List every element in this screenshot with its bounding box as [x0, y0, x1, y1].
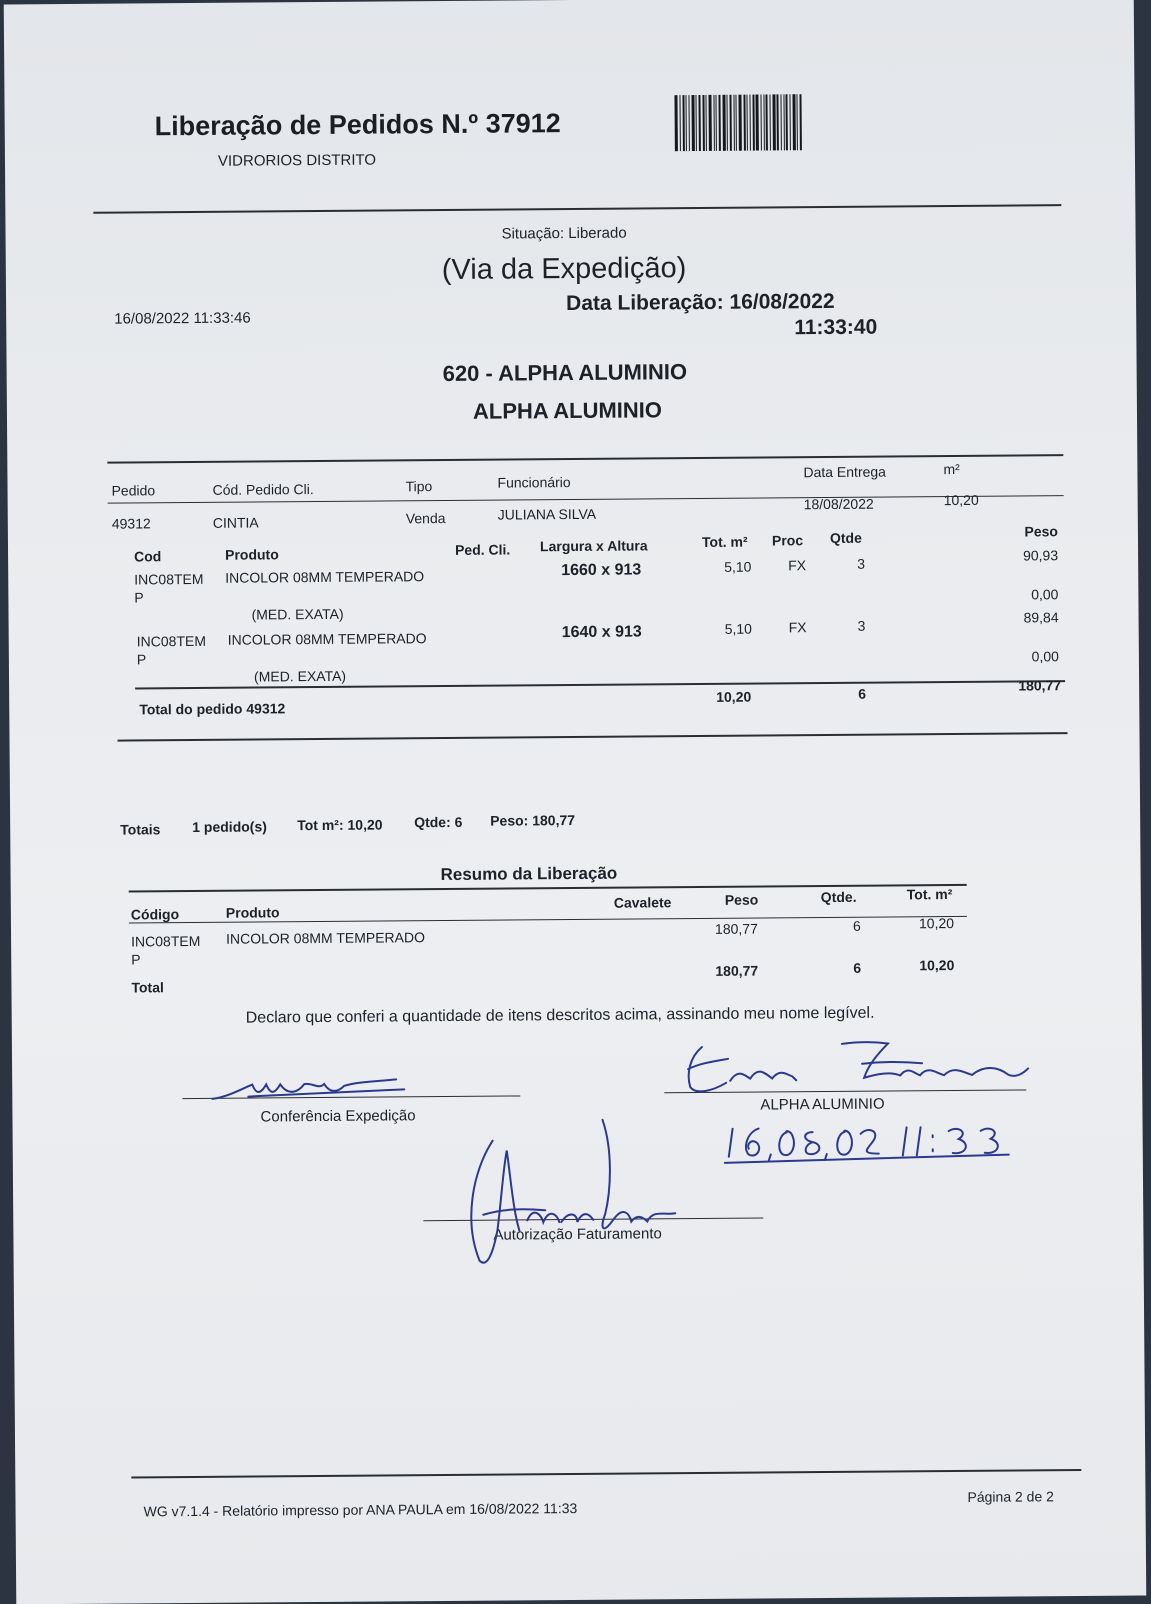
resumo-cod-cont: P	[131, 951, 141, 968]
barcode-bar	[688, 95, 689, 151]
resumo-peso: 180,77	[714, 920, 758, 937]
barcode-bar	[702, 95, 704, 151]
item-tot-m2: 5,10	[724, 558, 752, 575]
item-cod: INC08TEM	[134, 570, 204, 588]
resumo-title: Resumo da Liberação	[440, 863, 618, 885]
divider	[131, 1469, 1081, 1478]
barcode-bar	[792, 94, 795, 150]
col-tipo: Tipo	[405, 478, 433, 495]
resumo-col-peso: Peso	[724, 891, 759, 908]
barcode	[674, 94, 846, 151]
col-funcionario: Funcionário	[497, 474, 571, 491]
resumo-cod: INC08TEM	[131, 932, 201, 950]
data-liberacao: Data Liberação: 16/08/2022	[566, 289, 835, 316]
barcode-bar	[705, 95, 706, 151]
barcode-bar	[698, 95, 700, 151]
item-qtde: 3	[857, 617, 866, 634]
item-obs: (MED. EXATA)	[251, 605, 344, 623]
item-dims: 1640 x 913	[561, 623, 642, 642]
order-total-peso: 180,77	[1018, 677, 1062, 694]
barcode-bar	[685, 95, 686, 151]
barcode-bar	[785, 94, 787, 150]
item-produto: INCOLOR 08MM TEMPERADO	[225, 568, 425, 586]
footer-left: WG v7.1.4 - Relatório impresso por ANA PAULA em 16/08/2022 11:33	[143, 1500, 578, 1520]
totals-m2: Tot m²: 10,20	[297, 816, 383, 834]
barcode-bar	[708, 95, 711, 151]
col-produto: Produto	[225, 546, 279, 563]
totals-pedidos: 1 pedido(s)	[192, 818, 267, 836]
col-data-entrega: Data Entrega	[803, 463, 886, 481]
autorizacao-label: Autorização Faturamento	[493, 1225, 662, 1244]
order-total-m2: 10,20	[716, 688, 752, 705]
barcode-bar	[729, 95, 731, 151]
barcode-bar	[735, 95, 736, 151]
val-m2: 10,20	[943, 491, 979, 509]
divider	[107, 454, 1063, 464]
item-produto: INCOLOR 08MM TEMPERADO	[227, 630, 427, 648]
val-tipo: Venda	[405, 510, 446, 527]
totals-label: Totais	[120, 821, 161, 838]
barcode-bar	[718, 95, 720, 151]
item-peso-extra: 0,00	[1031, 648, 1059, 665]
col-qtde: Qtde	[829, 529, 862, 546]
resumo-qtde: 6	[852, 917, 861, 934]
col-proc: Proc	[771, 532, 804, 549]
barcode-bar	[749, 95, 750, 151]
item-proc: FX	[788, 557, 807, 574]
client-name: ALPHA ALUMINIO	[472, 397, 663, 424]
resumo-produto: INCOLOR 08MM TEMPERADO	[226, 929, 426, 947]
order-total-label: Total do pedido 49312	[139, 700, 286, 718]
item-proc: FX	[788, 619, 807, 636]
barcode-bar	[760, 95, 761, 151]
conferencia-label: Conferência Expedição	[260, 1107, 416, 1126]
autorizacao-signature	[452, 1109, 693, 1271]
barcode-bar	[743, 95, 745, 151]
col-cod-pedido-cli: Cód. Pedido Cli.	[212, 481, 314, 498]
val-funcionario: JULIANA SILVA	[497, 505, 597, 523]
item-cod: INC08TEM	[136, 632, 207, 650]
col-largura-altura: Largura x Altura	[539, 537, 648, 555]
resumo-col-produto: Produto	[225, 904, 280, 921]
barcode-bar	[780, 94, 781, 150]
col-peso: Peso	[1024, 523, 1058, 540]
print-datetime: 16/08/2022 11:33:46	[114, 309, 251, 328]
barcode-bar	[674, 95, 677, 151]
barcode-bar	[755, 95, 758, 151]
col-pedido: Pedido	[111, 482, 156, 499]
document-page	[4, 0, 1147, 1604]
divider	[93, 204, 1061, 214]
handwritten-date	[719, 1117, 1019, 1171]
item-peso-extra: 0,00	[1031, 586, 1059, 603]
barcode-bar	[765, 94, 767, 150]
val-data-entrega: 18/08/2022	[803, 495, 874, 513]
barcode-bar	[679, 95, 680, 151]
item-cod-cont: P	[134, 589, 144, 606]
resumo-col-cavalete: Cavalete	[613, 894, 672, 911]
document-title: Liberação de Pedidos N.º 37912	[154, 108, 561, 142]
col-ped-cli: Ped. Cli.	[454, 541, 511, 558]
barcode-bar	[772, 94, 775, 150]
val-pedido: 49312	[111, 515, 151, 532]
resumo-total-label: Total	[131, 979, 164, 996]
conferencia-signature	[208, 1069, 408, 1105]
resumo-tot-m2: 10,20	[918, 915, 955, 932]
via-label: (Via da Expedição)	[441, 252, 687, 287]
resumo-col-qtde: Qtde.	[820, 888, 857, 906]
barcode-bar	[796, 94, 797, 150]
resumo-col-tot-m2: Tot. m²	[906, 886, 953, 903]
divider	[118, 732, 1068, 741]
item-peso: 89,84	[1023, 609, 1059, 626]
barcode-bar	[682, 95, 684, 151]
resumo-total-peso: 180,77	[715, 962, 759, 979]
barcode-bar	[715, 95, 716, 151]
item-obs: (MED. EXATA)	[253, 667, 347, 685]
barcode-bar	[738, 95, 741, 151]
item-dims: 1660 x 913	[561, 561, 642, 580]
item-tot-m2: 5,10	[724, 620, 752, 637]
totals-qtde: Qtde: 6	[414, 813, 463, 831]
situacao: Situação: Liberado	[501, 224, 627, 243]
barcode-bar	[722, 95, 725, 151]
barcode-bar	[726, 95, 727, 151]
col-cod: Cod	[134, 548, 162, 565]
val-cod-pedido-cli: CINTIA	[212, 514, 259, 531]
barcode-bar	[769, 94, 770, 150]
barcode-bar	[789, 94, 790, 150]
totals-peso: Peso: 180,77	[490, 812, 576, 829]
resumo-total-tot-m2: 10,20	[919, 957, 955, 974]
page-number: Página 2 de 2	[967, 1488, 1054, 1505]
declaration: Declaro que conferi a quantidade de itens descritos acima, assinando meu nome legível.	[245, 1004, 875, 1027]
col-m2: m²	[943, 460, 960, 478]
resumo-col-codigo: Código	[130, 906, 180, 923]
company-name: VIDRORIOS DISTRITO	[217, 151, 377, 170]
item-peso: 90,93	[1022, 547, 1059, 564]
barcode-bar	[776, 94, 778, 150]
cliente-label: ALPHA ALUMINIO	[760, 1095, 885, 1114]
col-tot-m2: Tot. m²	[701, 533, 748, 550]
order-total-qtde: 6	[858, 685, 867, 702]
item-qtde: 3	[857, 555, 866, 572]
barcode-bar	[799, 94, 801, 150]
barcode-bar	[691, 95, 694, 151]
item-cod-cont: P	[136, 651, 147, 668]
barcode-bar	[695, 95, 696, 151]
barcode-bar	[746, 95, 747, 151]
client-code-name: 620 - ALPHA ALUMINIO	[442, 359, 688, 387]
data-liberacao-time: 11:33:40	[794, 315, 878, 340]
resumo-total-qtde: 6	[853, 959, 862, 976]
cliente-signature	[672, 1036, 1032, 1099]
